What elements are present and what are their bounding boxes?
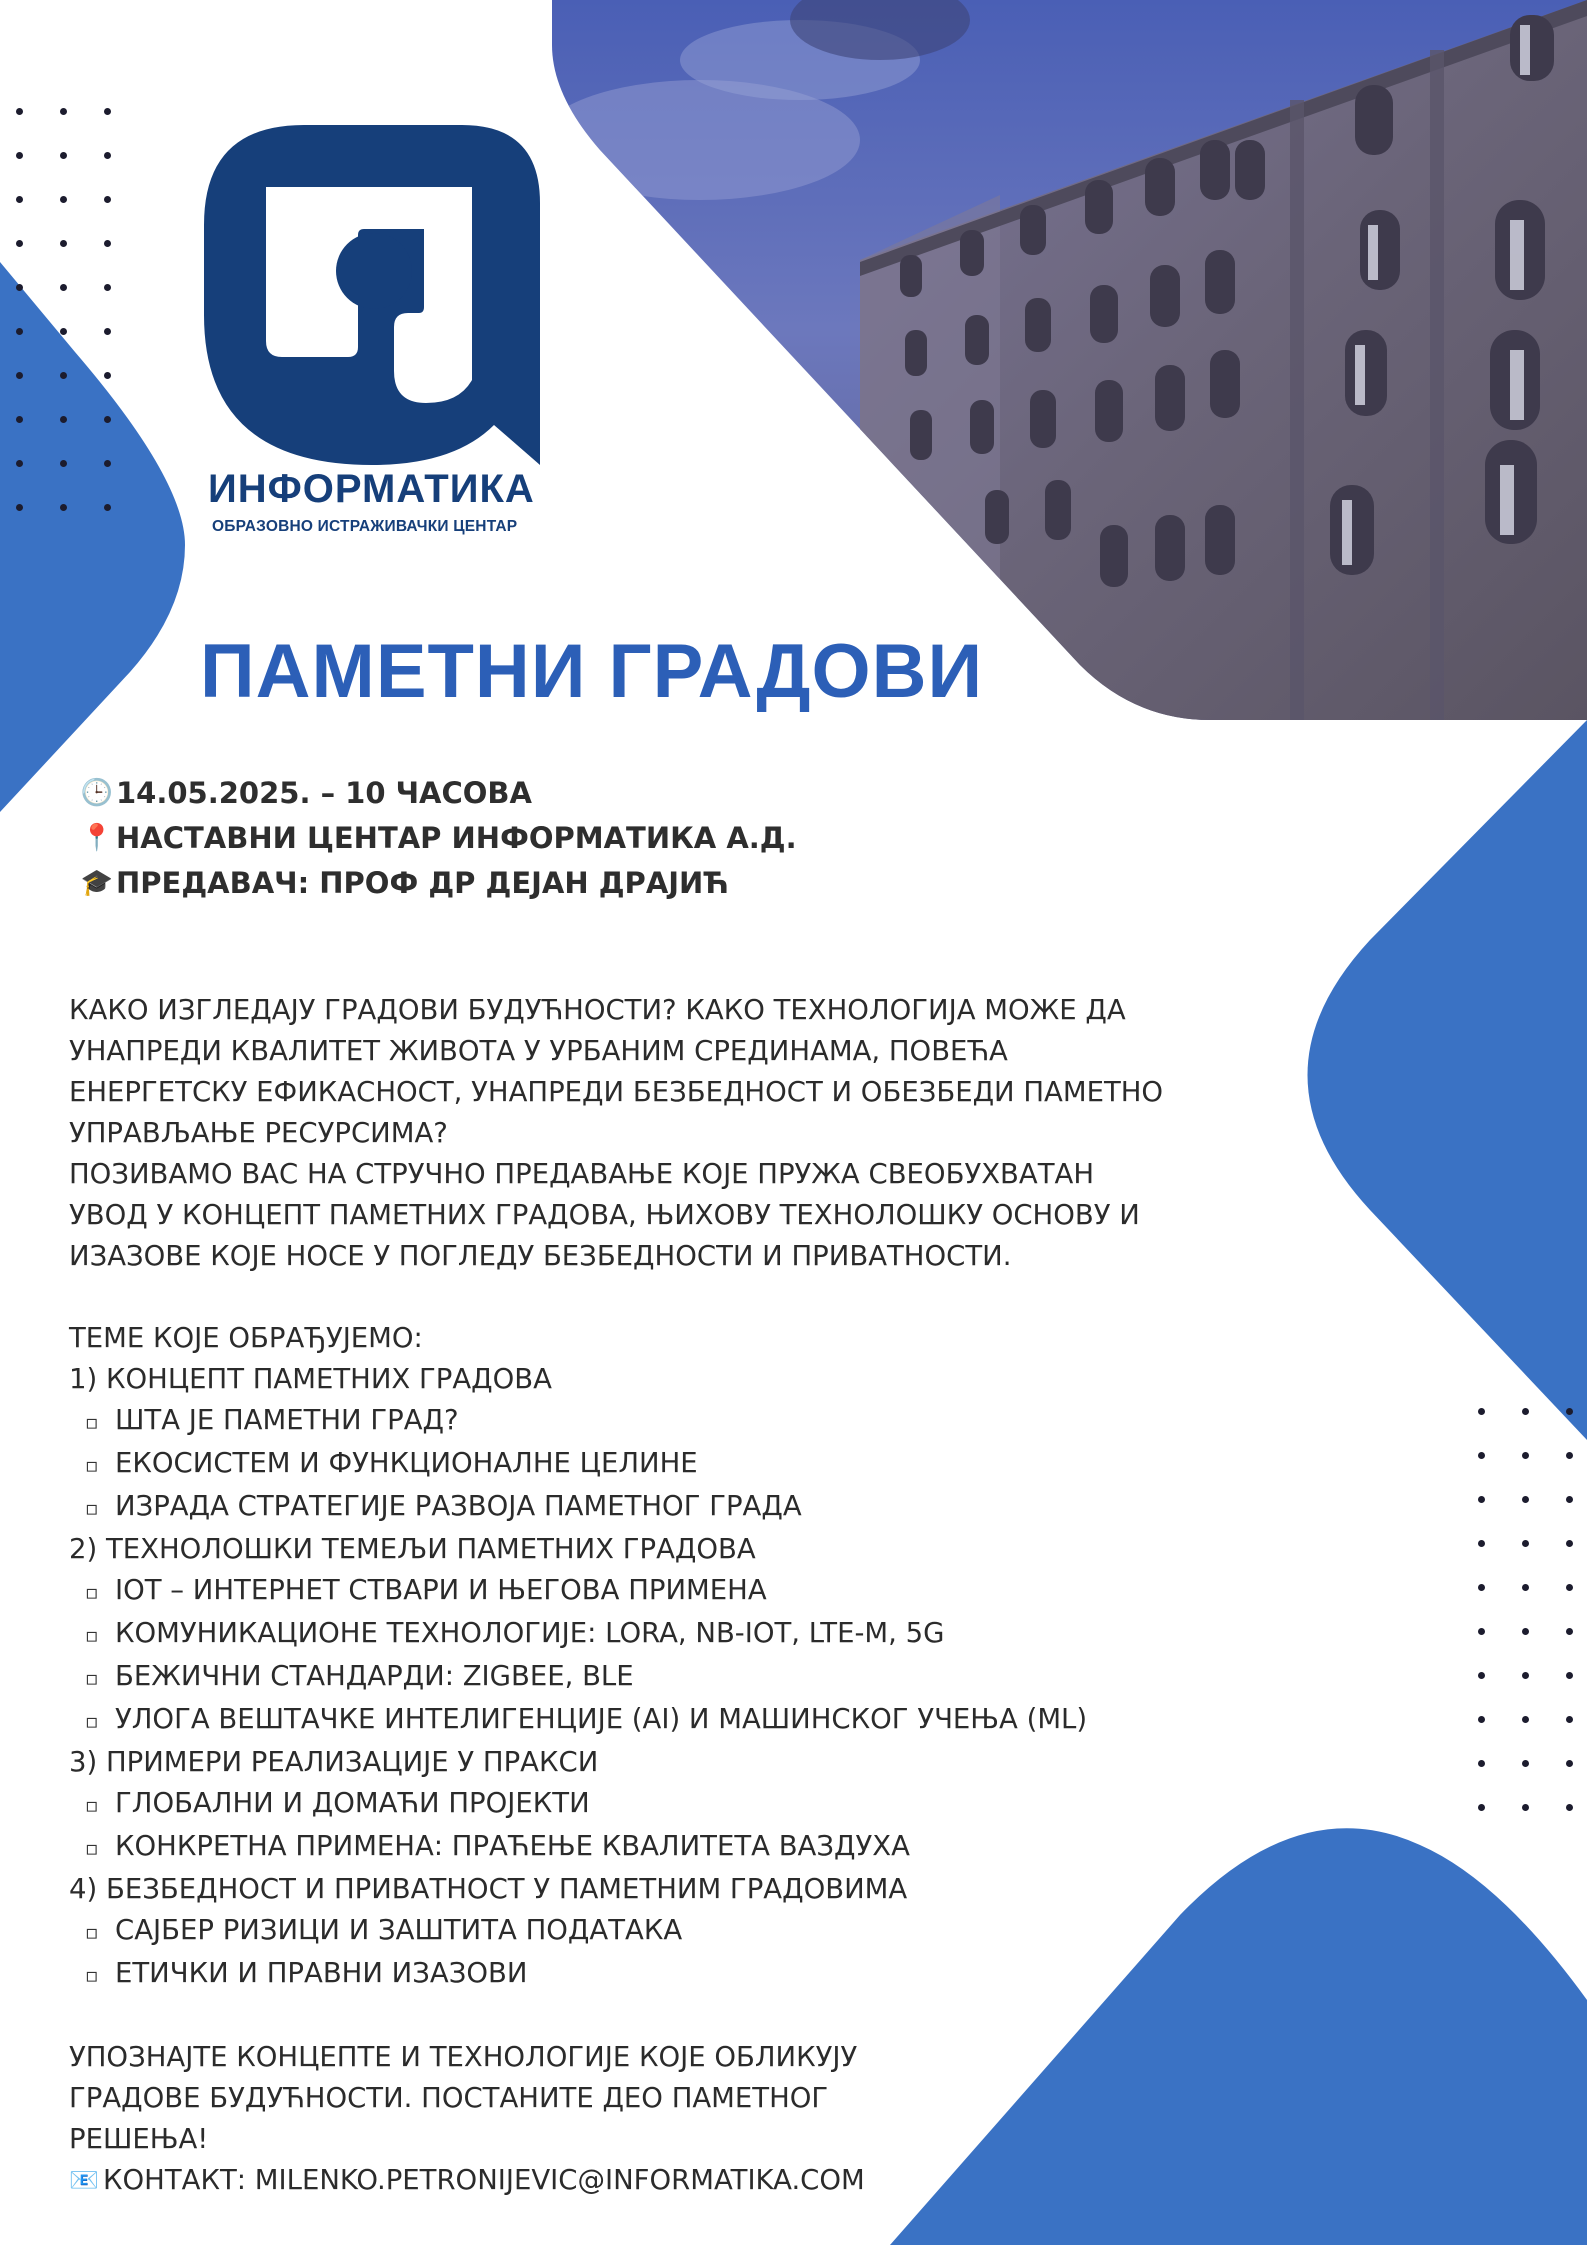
bullet-icon: ▫: [85, 1793, 99, 1817]
event-date: 14.05.2025. – 10 ЧАСОВА: [116, 775, 532, 810]
list-item: ▫ САЈБЕР РИЗИЦИ И ЗАШТИТА ПОДАТАКА: [69, 1910, 1199, 1953]
intro-line: ЕНЕРГЕТСКУ ЕФИКАСНОСТ, УНАПРЕДИ БЕЗБЕДНОСТ И ОБЕЗБЕДИ ПАМЕТНО: [69, 1076, 1164, 1108]
intro-line: УНАПРЕДИ КВАЛИТЕТ ЖИВОТА У УРБАНИМ СРЕДИНАМА, ПОВЕЋА: [69, 1035, 1008, 1067]
building-photo: [540, 0, 1587, 730]
topic-title: 1) КОНЦЕПТ ПАМЕТНИХ ГРАДОВА: [69, 1363, 552, 1395]
topic-title: 2) ТЕХНОЛОШКИ ТЕМЕЉИ ПАМЕТНИХ ГРАДОВА: [69, 1533, 756, 1565]
topic-title: 3) ПРИМЕРИ РЕАЛИЗАЦИЈЕ У ПРАКСИ: [69, 1746, 599, 1778]
event-info: [80, 770, 797, 905]
event-date-row: [80, 770, 797, 815]
topics-heading: ТЕМЕ КОЈЕ ОБРАЂУЈЕМО:: [69, 1322, 423, 1354]
event-location: НАСТАВНИ ЦЕНТАР ИНФОРМАТИКА А.Д.: [116, 820, 797, 855]
body-text: [69, 990, 1199, 2201]
clock-icon: 🕒: [80, 777, 114, 808]
page-title: ПАМЕТНИ ГРАДОВИ: [200, 629, 984, 714]
event-lecturer: ПРЕДАВАЧ: ПРОФ ДР ДЕЈАН ДРАЈИЋ: [116, 865, 729, 900]
topic-title: 4) БЕЗБЕДНОСТ И ПРИВАТНОСТ У ПАМЕТНИМ ГРАДОВИМА: [69, 1873, 908, 1905]
bullet-icon: ▫: [85, 1666, 99, 1690]
event-location-row: [80, 815, 797, 860]
intro-line: ИЗАЗОВЕ КОЈЕ НОСЕ У ПОГЛЕДУ БЕЗБЕДНОСТИ И ПРИВАТНОСТИ.: [69, 1240, 1012, 1272]
intro-line: КАКО ИЗГЛЕДАЈУ ГРАДОВИ БУДУЋНОСТИ? КАКО ТЕХНОЛОГИЈА МОЖЕ ДА: [69, 994, 1126, 1026]
contact-line: [69, 2160, 1199, 2201]
list-item: ▫ КОНКРЕТНА ПРИМЕНА: ПРАЋЕЊЕ КВАЛИТЕТА ВАЗДУХА: [69, 1826, 1199, 1869]
right-blue-shape: [1308, 720, 1587, 1440]
logo-subtitle: ОБРАЗОВНО ИСТРАЖИВАЧКИ ЦЕНТАР: [212, 518, 518, 535]
intro-line: ПОЗИВАМО ВАС НА СТРУЧНО ПРЕДАВАЊЕ КОЈЕ ПРУЖА СВЕОБУХВАТАН: [69, 1158, 1095, 1190]
list-item: ▫ КОМУНИКАЦИОНЕ ТЕХНОЛОГИЈЕ: LORA, NB-IOT, LTE-M, 5G: [69, 1613, 1199, 1656]
logo-title: ИНФОРМАТИКА: [208, 467, 535, 511]
bullet-icon: ▫: [85, 1496, 99, 1520]
graduation-cap-icon: 🎓: [80, 867, 114, 898]
bullet-icon: ▫: [85, 1580, 99, 1604]
intro-line: УВОД У КОНЦЕПТ ПАМЕТНИХ ГРАДОВА, ЊИХОВУ ТЕХНОЛОШКУ ОСНОВУ И: [69, 1199, 1140, 1231]
bullet-icon: ▫: [85, 1453, 99, 1477]
list-item: ▫ УЛОГА ВЕШТАЧКЕ ИНТЕЛИГЕНЦИЈЕ (AI) И МАШИНСКОГ УЧЕЊА (ML): [69, 1699, 1199, 1742]
logo-mark: [204, 125, 540, 465]
list-item: ▫ ИЗРАДА СТРАТЕГИЈЕ РАЗВОЈА ПАМЕТНОГ ГРАДА: [69, 1486, 1199, 1529]
contact-email[interactable]: КОНТАКТ: MILENKO.PETRONIJEVIC@INFORMATIKA.COM: [103, 2164, 865, 2196]
bullet-icon: ▫: [85, 1920, 99, 1944]
list-item: ▫ БЕЖИЧНИ СТАНДАРДИ: ZIGBEE, BLE: [69, 1656, 1199, 1699]
closing-line: ГРАДОВЕ БУДУЋНОСТИ. ПОСТАНИТЕ ДЕО ПАМЕТНОГ: [69, 2082, 829, 2114]
event-lecturer-row: [80, 860, 797, 905]
intro-line: УПРАВЉАЊЕ РЕСУРСИМА?: [69, 1117, 448, 1149]
pin-icon: 📍: [80, 822, 114, 853]
closing-line: УПОЗНАЈТЕ КОНЦЕПТЕ И ТЕХНОЛОГИЈЕ КОЈЕ ОБЛИКУЈУ: [69, 2041, 858, 2073]
list-item: ▫ ЕКОСИСТЕМ И ФУНКЦИОНАЛНЕ ЦЕЛИНЕ: [69, 1443, 1199, 1486]
bullet-icon: ▫: [85, 1623, 99, 1647]
closing-line: РЕШЕЊА!: [69, 2123, 209, 2155]
list-item: ▫ ГЛОБАЛНИ И ДОМАЋИ ПРОЈЕКТИ: [69, 1783, 1199, 1826]
list-item: ▫ IOT – ИНТЕРНЕТ СТВАРИ И ЊЕГОВА ПРИМЕНА: [69, 1570, 1199, 1613]
list-item: ▫ ЕТИЧКИ И ПРАВНИ ИЗАЗОВИ: [69, 1953, 1199, 1996]
envelope-icon: 📧: [69, 2166, 99, 2194]
bullet-icon: ▫: [85, 1836, 99, 1860]
bullet-icon: ▫: [85, 1709, 99, 1733]
list-item: ▫ ШТА ЈЕ ПАМЕТНИ ГРАД?: [69, 1400, 1199, 1443]
bullet-icon: ▫: [85, 1410, 99, 1434]
bullet-icon: ▫: [85, 1963, 99, 1987]
left-blue-shape: [0, 262, 185, 812]
